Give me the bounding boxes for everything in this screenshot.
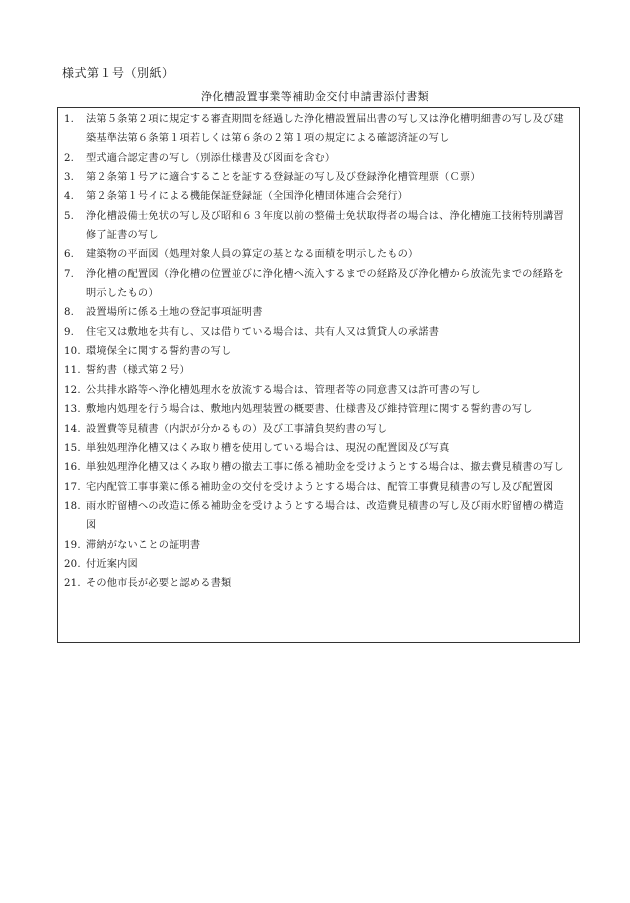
list-item-number: 4. <box>64 191 75 203</box>
list-item-number: 20. <box>64 558 81 570</box>
list-item <box>64 168 573 187</box>
list-item-number: 12. <box>64 384 81 396</box>
list-item-number: 2. <box>64 152 75 164</box>
list-item-number: 15. <box>64 442 81 454</box>
list-item-number: 5. <box>64 210 75 222</box>
list-item <box>64 574 573 593</box>
list-item-text: 浄化槽設備士免状の写し及び昭和６３年度以前の整備士免状取得者の場合は、浄化槽施工技術特別講習修了証書の写し <box>86 210 564 242</box>
list-item-text: その他市長が必要と認める書類 <box>86 578 232 590</box>
list-item-number: 6. <box>64 249 75 261</box>
list-item-number: 10. <box>64 346 81 358</box>
list-item <box>64 245 573 264</box>
attachment-list <box>64 110 573 594</box>
list-item <box>64 536 573 555</box>
list-item <box>64 458 573 477</box>
list-item-text: 滞納がないことの証明書 <box>86 539 201 551</box>
list-item-text: 建築物の平面図（処理対象人員の算定の基となる面積を明示したもの） <box>86 249 419 261</box>
list-item-text: 付近案内図 <box>86 558 138 570</box>
list-item-text: 第２条第１号イによる機能保証登録証（全国浄化槽団体連合会発行） <box>86 191 409 203</box>
list-item-text: 雨水貯留槽への改造に係る補助金を受けようとする場合は、改造費見積書の写し及び雨水貯留槽の構造図 <box>86 500 564 532</box>
list-item-text: 公共排水路等へ浄化槽処理水を放流する場合は、管理者等の同意書又は許可書の写し <box>86 384 481 396</box>
list-item-text: 宅内配管工事事業に係る補助金の交付を受けようとする場合は、配管工事費見積書の写し及び配置図 <box>86 481 554 493</box>
list-item-text: 住宅又は敷地を共有し、又は借りている場合は、共有人又は賃貸人の承諾書 <box>86 326 440 338</box>
list-item-text: 第２条第１号アに適合することを証する登録証の写し及び登録浄化槽管理票（Ｃ票） <box>86 172 481 184</box>
list-item-number: 18. <box>64 500 81 512</box>
list-item-text: 浄化槽の配置図（浄化槽の位置並びに浄化槽へ流入するまでの経路及び浄化槽から放流先までの経路を明示したもの） <box>86 268 564 300</box>
list-item <box>64 439 573 458</box>
document-title: 浄化槽設置事業等補助金交付申請書添付書類 <box>201 90 429 103</box>
list-item <box>64 555 573 574</box>
list-item <box>64 303 573 322</box>
list-item-number: 7. <box>64 268 75 280</box>
attachment-list-table <box>57 107 580 643</box>
list-item-number: 21. <box>64 578 81 590</box>
list-item <box>64 361 573 380</box>
list-item <box>64 149 573 168</box>
list-item-number: 9. <box>64 326 75 338</box>
list-item <box>64 110 573 149</box>
list-item <box>64 342 573 361</box>
list-item-number: 13. <box>64 404 81 416</box>
list-item-number: 14. <box>64 423 81 435</box>
list-item-text: 設置費等見積書（内訳が分かるもの）及び工事請負契約書の写し <box>86 423 388 435</box>
list-item <box>64 478 573 497</box>
list-item-text: 敷地内処理を行う場合は、敷地内処理装置の概要書、仕様書及び維持管理に関する誓約書の写し <box>86 404 533 416</box>
list-item-number: 16. <box>64 462 81 474</box>
list-item <box>64 207 573 246</box>
list-item-number: 8. <box>64 307 75 319</box>
list-item <box>64 187 573 206</box>
list-item-text: 型式適合認定書の写し（別添仕様書及び図面を含む） <box>86 152 336 164</box>
list-item-text: 誓約書（様式第２号） <box>86 365 190 377</box>
list-item-text: 設置場所に係る土地の登記事項証明書 <box>86 307 263 319</box>
form-number: 様式第１号（別紙） <box>62 66 175 80</box>
list-item-text: 環境保全に関する誓約書の写し <box>86 346 232 358</box>
list-item <box>64 323 573 342</box>
list-item-number: 17. <box>64 481 81 493</box>
list-item <box>64 400 573 419</box>
list-item-text: 法第５条第２項に規定する審査期間を経過した浄化槽設置届出書の写し又は浄化槽明細書の写し及び建築基準法第６条第１項若しくは第６条の２第１項の規定による確認済証の写し <box>86 114 564 145</box>
list-item-number: 11. <box>64 365 81 377</box>
list-item <box>64 420 573 439</box>
list-item-number: 1. <box>64 114 75 125</box>
list-item-text: 単独処理浄化槽又はくみ取り槽の撤去工事に係る補助金を受けようとする場合は、撤去費見積書の写し <box>86 462 564 474</box>
list-item-number: 3. <box>64 172 75 184</box>
list-item <box>64 381 573 400</box>
list-item <box>64 265 573 304</box>
list-item <box>64 497 573 536</box>
list-item-text: 単独処理浄化槽又はくみ取り槽を使用している場合は、現況の配置図及び写真 <box>86 442 450 454</box>
list-item-number: 19. <box>64 539 81 551</box>
